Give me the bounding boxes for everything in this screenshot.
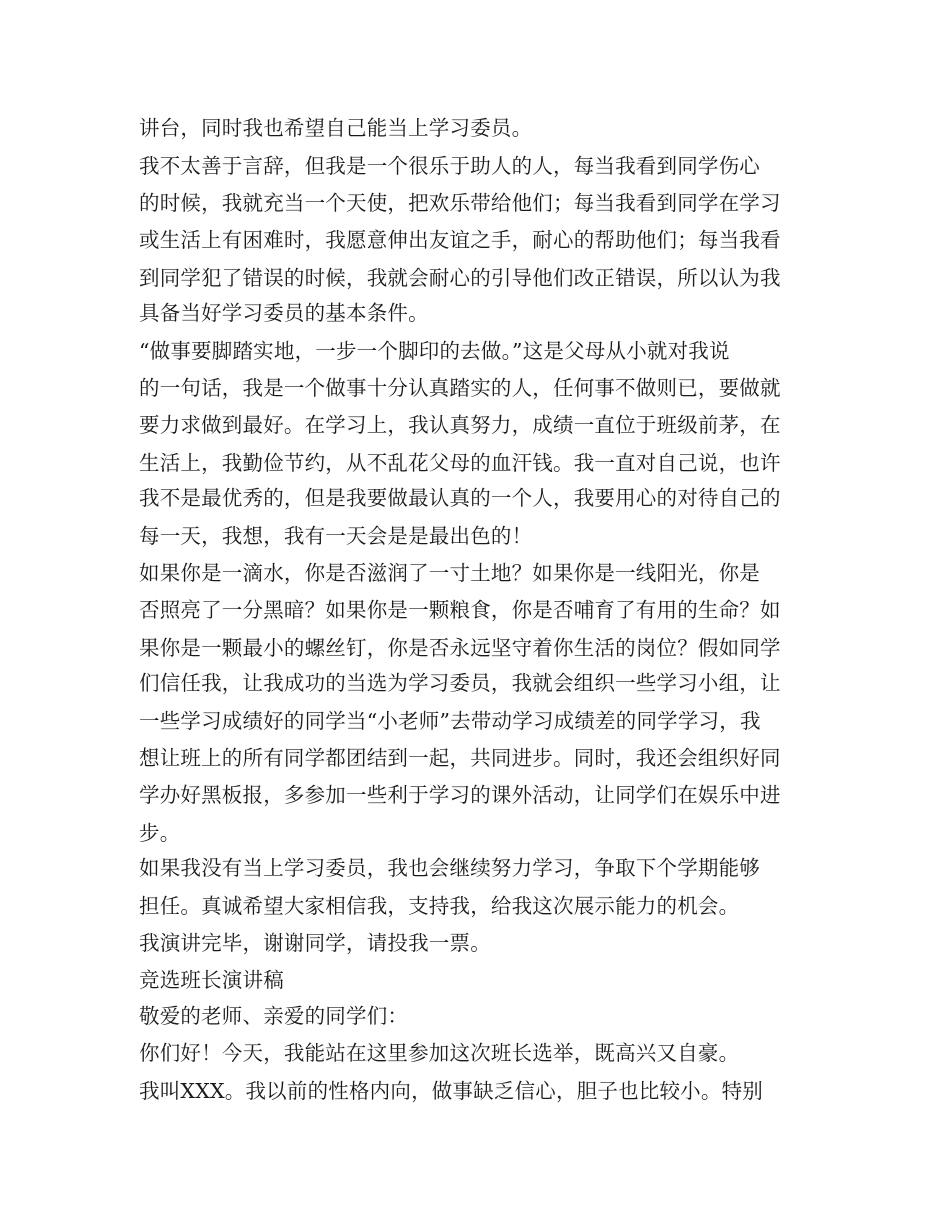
text-line: 如果你是一滴水，你是否滋润了一寸土地？如果你是一线阳光，你是: [139, 561, 760, 585]
text-line: 具备当好学习委员的基本条件。: [139, 301, 429, 325]
text-line: 步。: [139, 821, 181, 845]
section-heading: 竞选班长演讲稿: [139, 968, 284, 992]
text-line: 否照亮了一分黑暗？如果你是一颗粮食，你是否哺育了有用的生命？如: [139, 598, 781, 622]
text-line: 我不是最优秀的，但是我要做最认真的一个人，我要用心的对待自己的: [139, 486, 781, 510]
text-line: 一些学习成绩好的同学当“小老师”去带动学习成绩差的同学学习，我: [139, 709, 761, 733]
text-line: 的一句话，我是一个做事十分认真踏实的人，任何事不做则已，要做就: [139, 376, 781, 400]
text-line: 每一天，我想，我有一天会是是最出色的！: [139, 524, 533, 548]
text-line: 我演讲完毕，谢谢同学，请投我一票。: [139, 931, 491, 955]
text-line: 讲台，同时我也希望自己能当上学习委员。: [139, 116, 533, 140]
text-line: 们信任我，让我成功的当选为学习委员，我就会组织一些学习小组，让: [139, 671, 781, 695]
text-line: 我不太善于言辞，但我是一个很乐于助人的人，每当我看到同学伤心: [139, 154, 760, 178]
text-line: 敬爱的老师、亲爱的同学们：: [139, 1004, 409, 1028]
text-line: 到同学犯了错误的时候，我就会耐心的引导他们改正错误，所以认为我: [139, 266, 781, 290]
text-line: 要力求做到最好。在学习上，我认真努力，成绩一直位于班级前茅，在: [139, 413, 781, 437]
text-line: “做事要脚踏实地，一步一个脚印的去做。”这是父母从小就对我说: [139, 339, 730, 363]
text-line: 担任。真诚希望大家相信我，支持我，给我这次展示能力的机会。: [139, 894, 740, 918]
text-line: 的时候，我就充当一个天使，把欢乐带给他们；每当我看到同学在学习: [139, 191, 781, 215]
text-line: 生活上，我勤俭节约，从不乱花父母的血汗钱。我一直对自己说，也许: [139, 451, 781, 475]
text-line: 如果我没有当上学习委员，我也会继续努力学习，争取下个学期能够: [139, 856, 760, 880]
text-line: 果你是一颗最小的螺丝钉，你是否永远坚守着你生活的岗位？假如同学: [139, 636, 781, 660]
text-line: 学办好黑板报，多参加一些利于学习的课外活动，让同学们在娱乐中进: [139, 783, 781, 807]
text-line: 或生活上有困难时，我愿意伸出友谊之手，耐心的帮助他们；每当我看: [139, 228, 781, 252]
text-line: 你们好！今天，我能站在这里参加这次班长选举，既高兴又自豪。: [139, 1041, 740, 1065]
text-line: 我叫XXX。我以前的性格内向，做事缺乏信心，胆子也比较小。特别: [139, 1079, 763, 1103]
text-line: 想让班上的所有同学都团结到一起，共同进步。同时，我还会组织好同: [139, 746, 781, 770]
